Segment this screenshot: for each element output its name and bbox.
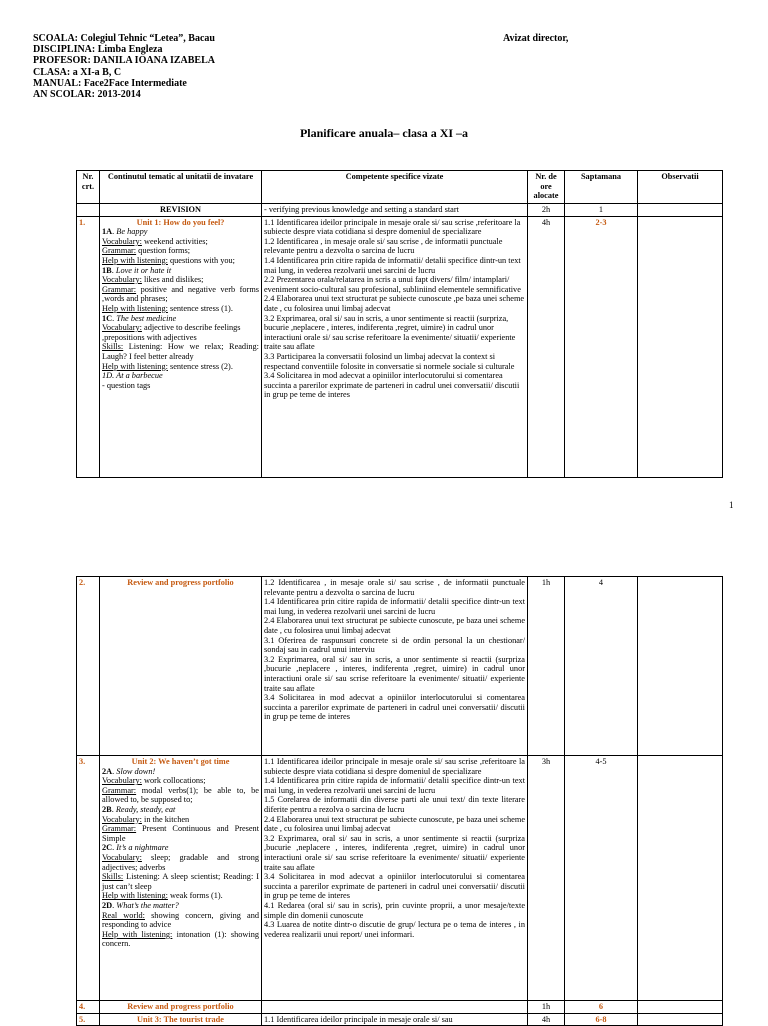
competence-item: 1.2 Identificarea , in mesaje orale si/ sau scrise , de informatii punctuale relevante pentru a dezvolta o sarcina de lucru — [264, 236, 503, 256]
cell-nr: 3. — [77, 756, 100, 1001]
page-2 — [0, 568, 768, 1024]
competence-item: 1.4 Identificarea prin citire rapida de informatii/ detalii specifice dintr-un text mai lung, in vederea rezolvarii unei sarcini de lucru — [264, 597, 525, 616]
cell-observations — [638, 756, 723, 1001]
lesson-code: 2C — [102, 843, 113, 853]
lesson-code: 2B — [102, 804, 112, 814]
cell-week: 4 — [565, 577, 638, 756]
content-label: Help with listening: — [102, 361, 168, 371]
content-item: 2B. Ready, steady, eat — [102, 804, 176, 814]
cell-nr: 4. — [77, 1001, 100, 1014]
table-row-review-2 — [77, 1001, 723, 1014]
cell-week: 2-3 — [565, 216, 638, 477]
lesson-title: The best medicine — [116, 313, 177, 323]
lesson-code: 1C — [102, 313, 113, 323]
cell-hours: 4h — [528, 1013, 565, 1026]
content-label: Vocabulary: — [102, 275, 142, 285]
unit-title: Unit 2: We haven’t got time — [131, 757, 230, 766]
table-row-revision — [77, 204, 723, 217]
cell-competences: 1.1 Identificarea ideilor principale in mesaje orale si/ sau — [262, 1013, 528, 1026]
lesson-title: What’s the matter? — [116, 900, 179, 910]
content-item: - question tags — [102, 380, 151, 390]
lesson-code: 1A — [102, 227, 113, 237]
cell-competences — [262, 1001, 528, 1014]
col-competences: Competente specifice vizate — [262, 171, 528, 204]
col-hours: Nr. de ore alocate — [528, 171, 565, 204]
competence-item: 3.2 Exprimarea, oral si/ sau in scris, a unor sentimente si reactii (surpriza, bucurie ,neplacere , interes, indiferenta ,regret, uimire) in cadrul unor interactiuni orale si/ sau scrise referitoare la evenimente/ situatii/ experiente traite sau aflate — [264, 313, 516, 352]
content-item: Help with listening: weak forms (1). — [102, 891, 223, 901]
col-observations: Observatii — [638, 171, 723, 204]
content-item: Vocabulary: work collocations; — [102, 776, 206, 786]
cell-competences: - verifying previous knowledge and setting a standard start — [262, 204, 528, 217]
col-week: Saptamana — [565, 171, 638, 204]
content-item: Vocabulary: weekend activities; — [102, 236, 208, 246]
unit-title: Unit 1: How do you feel? — [136, 217, 225, 227]
document-header — [33, 33, 215, 100]
lesson-title: Slow down! — [116, 766, 156, 776]
cell-hours: 1h — [528, 577, 565, 756]
competence-item: 1.1 Identificarea ideilor principale in mesaje orale si/ sau scrise ,referitoare la subiecte despre viata cotidiana si despre domeniul de specializare — [264, 757, 525, 776]
page-break — [0, 540, 768, 568]
cell-nr: 1. — [77, 216, 100, 477]
cell-content: REVISION — [100, 204, 262, 217]
cell-nr: 5. — [77, 1013, 100, 1026]
cell-hours: 1h — [528, 1001, 565, 1014]
approval-label: Avizat director, — [503, 33, 569, 44]
competence-item: 4.1 Redarea (oral si/ sau in scris), prin cuvinte proprii, a unor mesaje/texte simple din domenii cunoscute — [264, 900, 525, 920]
content-label: Vocabulary: — [102, 814, 142, 824]
content-label: Help with listening: — [102, 255, 168, 265]
content-label: Vocabulary: — [102, 236, 142, 246]
content-label: Skills: — [102, 342, 124, 352]
lesson-title: Love it or hate it — [115, 265, 172, 275]
competence-item: 3.4 Solicitarea in mod adecvat a opiniilor interlocutorului si comentarea succinta a parerilor exprimate de parteneri in cadrul unei conversatii/ discutii in grup pe teme de interes — [264, 872, 525, 901]
competence-item: 1.5 Corelarea de informatii din diverse parti ale unui text/ din texte literare diferite pentru a rezolva o sarcina de lucru — [264, 795, 525, 814]
lesson-code: 2D — [102, 900, 113, 910]
cell-hours: 2h — [528, 204, 565, 217]
content-item: 1D. At a barbecue — [102, 371, 163, 381]
content-label: Real world: — [102, 910, 145, 920]
col-content: Continutul tematic al unitatii de invatare — [100, 171, 262, 204]
table-header-row — [77, 171, 723, 204]
lesson-code: 2A — [102, 766, 113, 776]
content-item: Help with listening: sentence stress (1). — [102, 303, 233, 313]
cell-content — [100, 577, 262, 756]
content-label: Grammar: — [102, 785, 137, 795]
cell-competences — [262, 216, 528, 477]
content-item: Grammar: Present Continuous and Present Simple — [102, 824, 259, 843]
table-row-unit-2 — [77, 756, 723, 1001]
content-item: Help with listening: sentence stress (2). — [102, 361, 233, 371]
content-item: 1C. The best medicine — [102, 313, 177, 323]
content-item: Vocabulary: in the kitchen — [102, 814, 190, 824]
content-item: Real world: showing concern, giving and responding to advice — [102, 910, 259, 930]
plan-table-page-1 — [76, 170, 723, 478]
content-label: Help with listening: — [102, 891, 168, 901]
lesson-code: 1B — [102, 265, 112, 275]
cell-content — [100, 1001, 262, 1014]
content-item: 2A. Slow down! — [102, 766, 156, 776]
content-label: Grammar: — [102, 284, 137, 294]
competence-item: 2.4 Elaborarea unui text structurat pe subiecte cunoscute, pe baza unei scheme date , cu folosirea unui limbaj adecvat — [264, 814, 525, 834]
cell-observations — [638, 577, 723, 756]
cell-week: 6-8 — [565, 1013, 638, 1026]
content-item: 2D. What’s the matter? — [102, 900, 179, 910]
content-item: 1A. Be happy — [102, 227, 148, 237]
content-label: Vocabulary: — [102, 852, 142, 862]
lesson-title: It’s a nightmare — [116, 843, 169, 853]
content-label: Help with listening: — [102, 303, 168, 313]
competence-item: 2.4 Elaborarea unui text structurat pe subiecte cunoscute ,pe baza unei scheme date , cu folosirea unui limbaj adecvat — [264, 294, 525, 313]
competence-item: 1.2 Identificarea , in mesaje orale si/ sau scrise , de informatii punctuale relevante pentru a dezvolta o sarcina de lucru — [264, 578, 525, 597]
cell-observations — [638, 204, 723, 217]
manual-line: MANUAL: Face2Face Intermediate — [33, 77, 187, 89]
cell-observations — [638, 216, 723, 477]
content-item: Vocabulary: likes and dislikes; — [102, 275, 204, 285]
content-item: 2C. It’s a nightmare — [102, 843, 169, 853]
teacher-line: PROFESOR: DANILA IOANA IZABELA — [33, 55, 215, 67]
cell-observations — [638, 1001, 723, 1014]
school-line: SCOALA: Colegiul Tehnic “Letea”, Bacau — [33, 33, 215, 44]
content-label: Grammar: — [102, 246, 137, 256]
unit-title: Review and progress portfolio — [127, 578, 234, 587]
page-title: Planificare anuala– clasa a XI –a — [299, 126, 469, 140]
content-label: Skills: — [102, 872, 124, 882]
competence-item: 3.1 Oferirea de raspunsuri concrete si de ordin personal la un chestionar/ sondaj sau in cadrul unui interviu — [264, 635, 525, 655]
competence-item: 3.4 Solicitarea in mod adecvat a opiniilor interlocutorului si comentarea succinta a parerilor exprimate de parteneri in cadrul unei conversatii/ discutii in grup pe teme de interes — [264, 693, 525, 722]
plan-table-page-2 — [76, 576, 723, 1026]
cell-competences — [262, 756, 528, 1001]
competence-item: 1.4 Identificarea prin citire rapida de informatii/ detalii specifice dintr-un text mai lung, in vederea rezolvarii unei sarcini de lucru — [264, 776, 525, 795]
content-item: Vocabulary: adjective to describe feelings ,prepositions with adjectives — [102, 323, 241, 342]
cell-content — [100, 756, 262, 1001]
page-number: 1 — [729, 500, 734, 510]
content-label: Vocabulary: — [102, 776, 142, 786]
cell-competences — [262, 577, 528, 756]
cell-content — [100, 216, 262, 477]
competence-item: 2.2 Prezentarea orala/relatarea in scris a unui fapt divers/ film/ intamplari/ eveniment socio-cultural sau profesional, subliniind elementele semnificative — [264, 275, 521, 294]
cell-week: 4-5 — [565, 756, 638, 1001]
content-label: Grammar: — [102, 824, 137, 834]
competence-item: 4.3 Luarea de notite dintr-o discutie de grup/ lectura pe o tema de interes , in vederea realizarii unui report/ unei informari. — [264, 920, 525, 939]
content-item: 1B. Love it or hate it — [102, 265, 172, 275]
content-label: Vocabulary: — [102, 323, 142, 333]
competence-item: 3.2 Exprimarea, oral si/ sau in scris, a unor sentimente si reactii (surpriza ,bucurie ,neplacere , interes, indiferenta ,regret, uimire) in cadrul unor interactiuni orale si/ sau scrise referitoare la evenimente/ situatii/ experiente traite sau aflate — [264, 833, 525, 872]
competence-item: 1.1 Identificarea ideilor principale in mesaje orale si/ sau scrise ,referitoare la subiecte despre viata cotidiana si despre domeniul de specializare — [264, 217, 521, 237]
year-line: AN SCOLAR: 2013-2014 — [33, 89, 141, 101]
content-label: Help with listening: — [102, 929, 173, 939]
lesson-title: Be happy — [116, 227, 148, 237]
competence-item: 1.4 Identificarea prin citire rapida de informatii/ detalii specifice dintr-un text mai lung, in vederea rezolvarii unei sarcini de lucru — [264, 255, 521, 275]
cell-week: 1 — [565, 204, 638, 217]
competence-item: 2.4 Elaborarea unui text structurat pe subiecte cunoscute, pe baza unei scheme date , cu folosirea unui limbaj adecvat — [264, 616, 525, 635]
cell-hours: 3h — [528, 756, 565, 1001]
unit-title: Unit 3: The tourist trade — [137, 1014, 224, 1024]
col-nr: Nr. crt. — [77, 171, 100, 204]
cell-nr: 2. — [77, 577, 100, 756]
cell-hours: 4h — [528, 216, 565, 477]
cell-nr — [77, 204, 100, 217]
competence-item: 3.4 Solicitarea in mod adecvat a opiniilor interlocutorului si comentarea succinta a parerilor exprimate de parteneri in cadrul unei conversatii/ discutii in grup pe teme de interes — [264, 371, 520, 400]
cell-week: 6 — [565, 1001, 638, 1014]
content-item: Vocabulary: sleep; gradable and strong adjectives; adverbs — [102, 852, 259, 872]
content-item: Skills: Listening: A sleep scientist; Reading: I just can’t sleep — [102, 872, 259, 891]
competence-item: 3.2 Exprimarea, oral si/ sau in scris, a unor sentimente si reactii (surpriza ,bucurie ,neplacere , interes, indiferenta ,regret, uimire) in cadrul unor interactiuni orale si/ sau scrise referitoare la evenimente/ situatii/ experiente traite sau aflate — [264, 654, 525, 693]
content-item: Help with listening: intonation (1): showing concern. — [102, 929, 259, 949]
table-row-unit-1 — [77, 216, 723, 477]
discipline-line: DISCIPLINA: Limba Engleza — [33, 44, 163, 56]
content-item: Grammar: positive and negative verb forms ,words and phrases; — [102, 284, 259, 304]
content-item: Grammar: question forms; — [102, 246, 191, 256]
content-item: Help with listening: questions with you; — [102, 255, 235, 265]
content-item: Grammar: modal verbs(1); be able to, be allowed to, be supposed to; — [102, 785, 259, 805]
lesson-title: Ready, steady, eat — [115, 804, 176, 814]
table-row-review-1 — [77, 577, 723, 756]
class-line: CLASA: a XI-a B, C — [33, 66, 122, 78]
content-item: Skills: Listening: How we relax; Reading: Laugh? I feel better already — [102, 342, 259, 361]
unit-title: Review and progress portfolio — [127, 1002, 234, 1011]
competence-item: 3.3 Participarea la conversatii folosind un limbaj adecvat la context si respectand conventiile folosite in conversatie si normele sociale si culturale — [264, 351, 515, 371]
